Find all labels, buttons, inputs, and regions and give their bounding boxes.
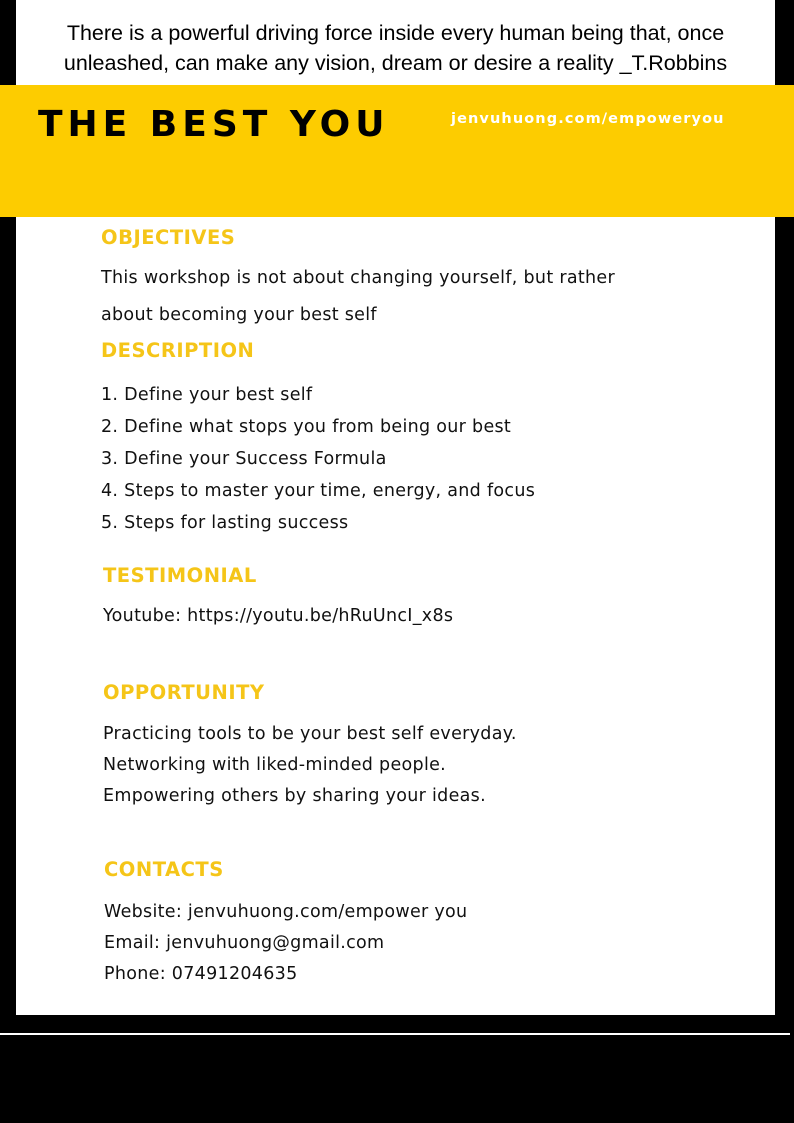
contact-phone: Phone: 07491204635 bbox=[104, 964, 298, 984]
objectives-heading: OBJECTIVES bbox=[101, 226, 236, 249]
objectives-line: about becoming your best self bbox=[101, 305, 377, 325]
quote-line: There is a powerful driving force inside every human being that, once bbox=[66, 21, 725, 45]
page-title: THE BEST YOU bbox=[38, 104, 390, 145]
list-item: 5. Steps for lasting success bbox=[101, 513, 349, 533]
contacts-list bbox=[104, 897, 467, 990]
contact-website[interactable]: Website: jenvuhuong.com/empower you bbox=[104, 902, 468, 922]
list-item: 3. Define your Success Formula bbox=[101, 449, 387, 469]
description-list bbox=[101, 379, 535, 539]
list-item: 2. Define what stops you from being our best bbox=[101, 417, 512, 437]
quote-line: unleashed, can make any vision, dream or desire a reality _T.Robbins bbox=[63, 51, 728, 75]
quote bbox=[16, 18, 775, 78]
contacts-heading: CONTACTS bbox=[104, 858, 224, 881]
testimonial-heading: TESTIMONIAL bbox=[103, 564, 257, 587]
opportunity-heading: OPPORTUNITY bbox=[103, 681, 265, 704]
banner-url: jenvuhuong.com/empoweryou bbox=[451, 111, 725, 127]
description-heading: DESCRIPTION bbox=[101, 339, 255, 362]
opportunity-line: Networking with liked-minded people. bbox=[103, 755, 447, 775]
footer-divider bbox=[0, 1033, 790, 1035]
opportunity-line: Empowering others by sharing your ideas. bbox=[103, 786, 486, 806]
list-item: 1. Define your best self bbox=[101, 385, 313, 405]
testimonial-link[interactable]: Youtube: https://youtu.be/hRuUncI_x8s bbox=[103, 606, 454, 626]
list-item: 4. Steps to master your time, energy, and focus bbox=[101, 481, 536, 501]
objectives-text bbox=[101, 260, 615, 334]
opportunity-line: Practicing tools to be your best self everyday. bbox=[103, 724, 517, 744]
opportunity-text bbox=[103, 719, 517, 812]
objectives-line: This workshop is not about changing yourself, but rather bbox=[101, 268, 615, 288]
contact-email[interactable]: Email: jenvuhuong@gmail.com bbox=[104, 933, 385, 953]
